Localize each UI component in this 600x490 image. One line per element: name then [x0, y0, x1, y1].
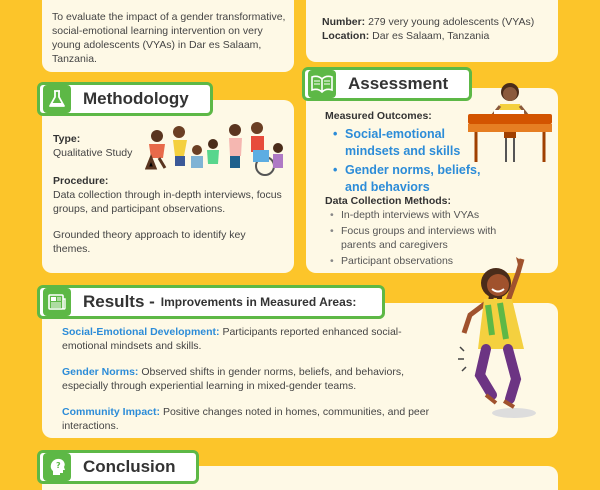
- flask-icon: [43, 85, 71, 113]
- group-children-illustration: [145, 120, 287, 178]
- student-desk-illustration: [464, 78, 556, 164]
- objective-text: To evaluate the impact of a gender transformative, social-emotional learning intervention on very young adolescents (VYAs) in Dar es Salaam, Tanzania.: [52, 11, 286, 65]
- outcomes-list: [325, 126, 485, 196]
- result-text: Participants reported enhanced social-emotional mindsets and skills.: [62, 326, 402, 352]
- grounded-theory: Grounded theory approach to identify key themes.: [53, 229, 246, 255]
- measured-label: Measured Outcomes:: [325, 110, 432, 122]
- assessment-header: [302, 67, 472, 101]
- procedure-label: Procedure:: [53, 175, 109, 187]
- location-label: Location:: [322, 30, 370, 42]
- result-text: Observed shifts in gender norms, beliefs, and behaviors, especially through experiential learning in mixed-gender teams.: [62, 366, 404, 392]
- results-header: [37, 285, 385, 319]
- type-label: Type:: [53, 133, 81, 145]
- type-value: Qualitative Study: [53, 147, 133, 159]
- assessment-title: Assessment: [348, 74, 449, 93]
- objective-card: [42, 0, 294, 72]
- conclusion-header: [37, 450, 199, 484]
- methodology-title: Methodology: [83, 89, 189, 108]
- jumping-girl-illustration: [456, 255, 556, 420]
- methodology-header: [37, 82, 213, 116]
- conclusion-title: Conclusion: [83, 457, 176, 476]
- participants-card: [306, 0, 558, 62]
- result-label: Gender Norms:: [62, 366, 139, 378]
- result-label: Community Impact:: [62, 406, 161, 418]
- result-label: Social-Emotional Development:: [62, 326, 220, 338]
- method-item: • Focus groups and interviews with parents and caregivers: [325, 224, 520, 252]
- method-item: • Participant observations: [325, 254, 520, 268]
- procedure-value: Data collection through in-depth interviews, focus groups, and participant observations.: [53, 189, 282, 215]
- method-item: • In-depth interviews with VYAs: [325, 208, 520, 222]
- participants-number: [322, 15, 534, 29]
- svg-text:?: ?: [56, 461, 61, 470]
- methods-label: Data Collection Methods:: [325, 195, 452, 207]
- open-book-icon: [308, 70, 336, 98]
- result-item: [62, 325, 442, 353]
- result-item: [62, 405, 442, 433]
- number-value: 279 very young adolescents (VYAs): [368, 16, 535, 28]
- outcome-item: • Social-emotional mindsets and skills: [325, 126, 485, 160]
- results-title: Results -: [83, 292, 155, 311]
- outcome-item: • Gender norms, beliefs, and behaviors: [325, 162, 485, 196]
- result-text: Positive changes noted in homes, communities, and peer interactions.: [62, 406, 430, 432]
- number-label: Number:: [322, 16, 366, 28]
- head-question-icon: [43, 453, 71, 481]
- participants-location: [322, 29, 489, 43]
- location-value: Dar es Salaam, Tanzania: [372, 30, 490, 42]
- results-subtitle: Improvements in Measured Areas:: [160, 295, 357, 309]
- newspaper-icon: [43, 288, 71, 316]
- results-body: [62, 325, 442, 433]
- result-item: [62, 365, 442, 393]
